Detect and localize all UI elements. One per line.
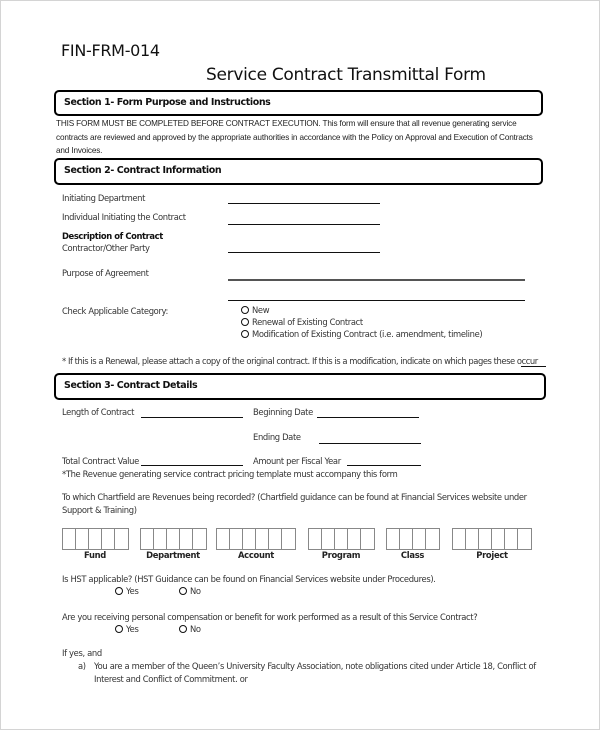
- ending-date-label: Ending Date: [253, 432, 301, 442]
- contractor-field[interactable]: [228, 252, 380, 253]
- length-label: Length of Contract: [62, 407, 135, 417]
- modification-pages-field[interactable]: [521, 366, 546, 367]
- hst-no-option[interactable]: No: [179, 586, 201, 596]
- radio-circle-icon[interactable]: [241, 306, 249, 314]
- total-value-label: Total Contract Value: [62, 456, 139, 466]
- compensation-no-option[interactable]: No: [179, 624, 201, 634]
- section-1-title: Section 1- Form Purpose and Instructions: [64, 97, 271, 108]
- chartfield-fund-label: Fund: [83, 550, 107, 560]
- category-option-renewal[interactable]: Renewal of Existing Contract: [241, 317, 363, 327]
- individual-initiating-field[interactable]: [228, 224, 380, 225]
- section-1-instructions: THIS FORM MUST BE COMPLETED BEFORE CONTRACT EXECUTION. This form will ensure that all revenue generating service contracts are reviewed and approved by the appropriate authorities in accordance with the Policy on Approval and Execution of Contracts and Invoices.: [56, 119, 533, 155]
- initiating-department-label: Initiating Department: [62, 193, 146, 203]
- item-a-text: You are a member of the Queen’s University Faculty Association, note obligations cited under Article 18, Conflict of Interest and Conflict of Commitment. or: [94, 661, 536, 684]
- chartfield-project-label: Project: [476, 550, 508, 560]
- initiating-department-field[interactable]: [228, 203, 380, 204]
- section-1-header: [54, 90, 543, 116]
- compensation-question: Are you receiving personal compensation or benefit for work performed as a result of this Service Contract?: [62, 612, 478, 622]
- beginning-date-label: Beginning Date: [253, 407, 313, 417]
- category-option-modification[interactable]: Modification of Existing Contract (i.e. amendment, timeline): [241, 329, 482, 339]
- category-label: Check Applicable Category:: [62, 306, 169, 316]
- chartfield-class-boxes[interactable]: [386, 528, 440, 550]
- item-a-marker: a): [78, 661, 86, 671]
- chartfield-account-boxes[interactable]: [216, 528, 296, 550]
- radio-circle-icon[interactable]: [241, 318, 249, 326]
- chartfield-program-boxes[interactable]: [308, 528, 375, 550]
- section-2-header: [54, 158, 543, 185]
- beginning-date-field[interactable]: [317, 417, 419, 418]
- purpose-label: Purpose of Agreement: [62, 268, 149, 278]
- length-field[interactable]: [141, 417, 243, 418]
- form-title: Service Contract Transmittal Form: [206, 65, 486, 85]
- section-2-title: Section 2- Contract Information: [64, 165, 222, 176]
- chartfield-fund-boxes[interactable]: [62, 528, 129, 550]
- chartfield-project-boxes[interactable]: [452, 528, 532, 550]
- section-3-title: Section 3- Contract Details: [64, 380, 198, 391]
- compensation-yes-option[interactable]: Yes: [115, 624, 138, 634]
- hst-yes-option[interactable]: Yes: [115, 586, 138, 596]
- purpose-field-line-1[interactable]: [228, 279, 525, 281]
- radio-circle-icon[interactable]: [179, 587, 187, 595]
- renewal-note: * If this is a Renewal, please attach a copy of the original contract. If this is a modification, indicate on which pages these occur: [62, 356, 538, 366]
- amount-per-year-label: Amount per Fiscal Year: [253, 456, 341, 466]
- purpose-field-line-2[interactable]: [228, 300, 525, 301]
- description-of-contract-heading: Description of Contract: [62, 231, 163, 241]
- chartfield-question: To which Chartfield are Revenues being recorded? (Chartfield guidance can be found at Financial Services website under Support & Training): [62, 492, 527, 515]
- radio-circle-icon[interactable]: [179, 625, 187, 633]
- radio-circle-icon[interactable]: [115, 587, 123, 595]
- hst-question: Is HST applicable? (HST Guidance can be found on Financial Services website under Procedures).: [62, 574, 436, 584]
- section-3-header: [54, 373, 546, 400]
- chartfield-account-label: Account: [238, 550, 274, 560]
- chartfield-department-label: Department: [146, 550, 200, 560]
- radio-circle-icon[interactable]: [115, 625, 123, 633]
- ending-date-field[interactable]: [319, 443, 421, 444]
- category-option-new[interactable]: New: [241, 305, 269, 315]
- chartfield-department-boxes[interactable]: [140, 528, 207, 550]
- radio-circle-icon[interactable]: [241, 330, 249, 338]
- chartfield-program-label: Program: [321, 550, 361, 560]
- amount-per-year-field[interactable]: [347, 465, 421, 466]
- pricing-template-note: *The Revenue generating service contract pricing template must accompany this form: [62, 469, 398, 479]
- individual-initiating-label: Individual Initiating the Contract: [62, 212, 186, 222]
- form-id: FIN-FRM-014: [61, 41, 160, 60]
- total-value-field[interactable]: [141, 465, 243, 466]
- chartfield-class-label: Class: [400, 550, 425, 560]
- if-yes-label: If yes, and: [62, 648, 102, 658]
- contractor-label: Contractor/Other Party: [62, 243, 150, 253]
